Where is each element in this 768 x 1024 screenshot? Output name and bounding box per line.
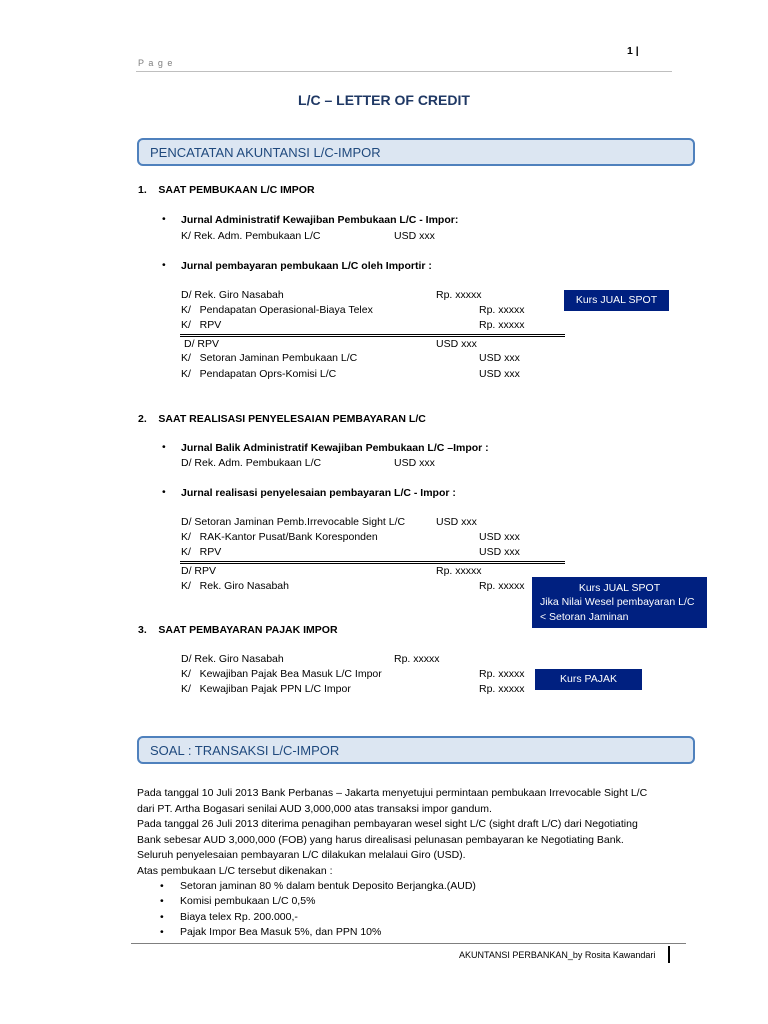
jurnal-realisasi-title: Jurnal realisasi penyelesaian pembayaran L/C - Impor : — [181, 487, 456, 499]
section-header-soal — [137, 736, 695, 764]
journal-row-credit: Rp. xxxxx — [479, 304, 525, 316]
journal-row-label: K/ Setoran Jaminan Pembukaan L/C — [181, 352, 358, 364]
paragraph-line: Bank sebesar AUD 3,000,000 (FOB) yang harus direalisasi pelunasan pembayaran ke Negotiating Bank. — [137, 833, 624, 846]
list-item: • Setoran jaminan 80 % dalam bentuk Deposito Berjangka.(AUD) — [160, 880, 476, 892]
journal-row-label: D/ Rek. Giro Nasabah — [181, 289, 284, 301]
double-rule — [180, 563, 565, 564]
journal-row-debit: USD xxx — [436, 516, 477, 528]
journal-row-debit: Rp. xxxxx — [436, 565, 482, 577]
journal-row-label: K/ Kewajiban Pajak PPN L/C Impor — [181, 683, 351, 695]
journal-row-debit: Rp. xxxxx — [436, 289, 482, 301]
paragraph-line: Pada tanggal 26 Juli 2013 diterima penagihan pembayaran wesel sight L/C (sight draft L/C) dari Negotiating — [137, 818, 638, 831]
journal-row-credit: USD xxx — [479, 352, 520, 364]
paragraph-line: Atas pembukaan L/C tersebut dikenakan : — [137, 864, 333, 877]
journal-row-label: K/ RPV — [181, 546, 222, 558]
jurnal-pembayaran-title: Jurnal pembayaran pembukaan L/C oleh Importir : — [181, 260, 432, 272]
paragraph-line: dari PT. Artha Bogasari senilai AUD 3,000,000 atas transaksi impor gandum. — [137, 802, 492, 815]
double-rule — [180, 561, 565, 562]
heading-pembukaan: 1. SAAT PEMBUKAAN L/C IMPOR — [138, 184, 315, 196]
footer-bar — [668, 946, 670, 963]
footer-text: AKUNTANSI PERBANKAN_by Rosita Kawandari — [459, 950, 656, 960]
note-label: Kurs JUAL SPOT — [575, 294, 658, 306]
kurs-jual-spot-note — [564, 290, 669, 311]
journal-row-label: D/ RPV — [184, 338, 220, 350]
bullet-dot: • — [162, 441, 166, 453]
jurnal-admin-line: K/ Rek. Adm. Pembukaan L/C — [181, 230, 321, 242]
heading-pajak: 3. SAAT PEMBAYARAN PAJAK IMPOR — [138, 624, 338, 636]
jurnal-admin-title: Jurnal Administratif Kewajiban Pembukaan L/C - Impor: — [181, 214, 459, 226]
journal-row-label: K/ Pendapatan Operasional-Biaya Telex — [181, 304, 373, 316]
journal-row-label: D/ Setoran Jaminan Pemb.Irrevocable Sight L/C — [181, 516, 406, 528]
jurnal-balik-line: D/ Rek. Adm. Pembukaan L/C — [181, 457, 322, 469]
journal-row-label: K/ Kewajiban Pajak Bea Masuk L/C Impor — [181, 668, 382, 680]
journal-row-label: D/ Rek. Giro Nasabah — [181, 653, 284, 665]
page-number: 1 | — [627, 45, 639, 57]
journal-row-label: K/ RAK-Kantor Pusat/Bank Koresponden — [181, 531, 378, 543]
footer-rule — [131, 943, 686, 944]
kurs-jual-spot-condition-note — [532, 577, 707, 628]
journal-row-credit: Rp. xxxxx — [479, 683, 525, 695]
list-item: • Komisi pembukaan L/C 0,5% — [160, 895, 316, 908]
bullet-dot: • — [162, 486, 166, 498]
note-line: < Setoran Jaminan — [540, 611, 629, 623]
journal-row-label: K/ Pendapatan Oprs-Komisi L/C — [181, 368, 337, 380]
journal-row-credit: USD xxx — [479, 368, 520, 380]
soal-bullet-list — [160, 879, 476, 940]
note-label: Kurs PAJAK — [560, 673, 617, 685]
journal-row-credit: Rp. xxxxx — [479, 580, 525, 592]
kurs-pajak-note — [535, 669, 642, 690]
journal-row-debit: Rp. xxxxx — [394, 653, 440, 665]
double-rule — [180, 334, 565, 335]
journal-row-label: D/ RPV — [181, 565, 217, 577]
note-line: Kurs JUAL SPOT — [578, 582, 661, 594]
journal-row-credit: Rp. xxxxx — [479, 668, 525, 680]
journal-row-label: K/ Rek. Giro Nasabah — [181, 580, 289, 592]
list-item: • Biaya telex Rp. 200.000,- — [160, 910, 298, 923]
section-header-label: SOAL : TRANSAKSI L/C-IMPOR — [150, 743, 340, 758]
soal-paragraph — [137, 786, 647, 880]
list-item: • Pajak Impor Bea Masuk 5%, dan PPN 10% — [160, 925, 382, 938]
jurnal-balik-amount: USD xxx — [394, 457, 435, 469]
double-rule — [180, 336, 565, 337]
journal-row-credit: Rp. xxxxx — [479, 319, 525, 331]
page-title: L/C – LETTER OF CREDIT — [298, 92, 470, 108]
section-header-label: PENCATATAN AKUNTANSI L/C-IMPOR — [150, 145, 381, 160]
heading-realisasi: 2. SAAT REALISASI PENYELESAIAN PEMBAYARAN L/C — [138, 413, 426, 425]
bullet-dot: • — [162, 213, 166, 225]
jurnal-balik-title: Jurnal Balik Administratif Kewajiban Pembukaan L/C –Impor : — [181, 442, 489, 454]
paragraph-line: Pada tanggal 10 Juli 2013 Bank Perbanas – Jakarta menyetujui permintaan pembukaan Irrevocable Sight L/C — [137, 787, 648, 799]
journal-row-credit: USD xxx — [479, 531, 520, 543]
journal-row-label: K/ RPV — [181, 319, 222, 331]
section-header-pencatatan — [137, 138, 695, 166]
jurnal-admin-amount: USD xxx — [394, 230, 435, 242]
journal-row-credit: USD xxx — [479, 546, 520, 558]
page-label: P a g e — [138, 58, 174, 68]
bullet-dot: • — [162, 259, 166, 271]
header-rule — [136, 71, 672, 72]
paragraph-line: Seluruh penyelesaian pembayaran L/C dilakukan melalaui Giro (USD). — [137, 849, 466, 862]
journal-row-debit: USD xxx — [436, 338, 477, 350]
note-line: Jika Nilai Wesel pembayaran L/C — [540, 596, 695, 608]
